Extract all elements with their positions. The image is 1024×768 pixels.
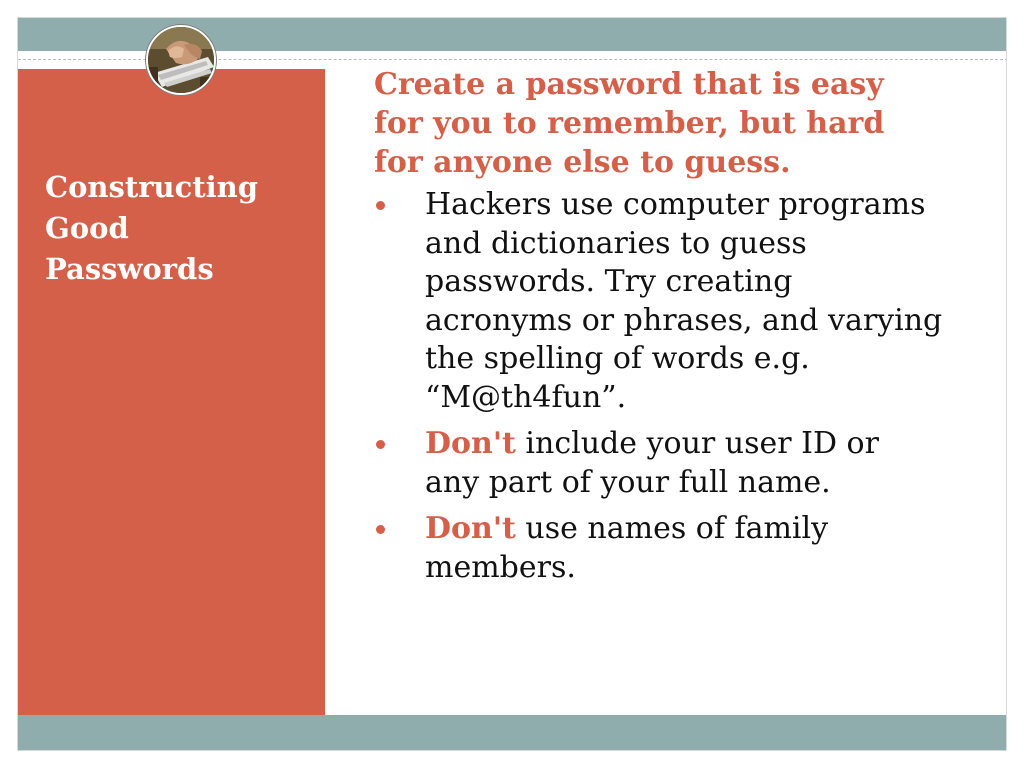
sidebar-title-line: Good [45,211,129,245]
sidebar-title [45,167,315,290]
headline-line: Create a password that is easy [374,67,884,102]
bottom-bar [18,715,1007,750]
headline-line: for you to remember, but hard [374,106,885,141]
bullet-line: any part of your full name. [425,464,831,500]
sidebar-panel [18,69,325,717]
sidebar-title-line: Passwords [45,252,214,286]
sidebar-title-line: Constructing [45,170,259,204]
bullet-line: the spelling of words e.g. [425,341,810,376]
bullet-dot-icon [376,201,385,210]
bullet-emphasis: Don't [425,426,516,461]
bullet-line: Hackers use computer programs [425,187,926,222]
bullet-line: passwords. Try creating [425,264,793,299]
bullet-line: “M@th4fun”. [425,379,627,415]
bullet-line: members. [425,549,576,585]
bullet-text: use names of family [515,511,829,546]
bullet-dot-icon [376,440,385,449]
bullet-line: acronyms or phrases, and varying [425,302,943,338]
bullet-line [425,425,966,464]
slide-content [374,65,966,595]
bullet-item [374,510,966,587]
keyboard-photo-icon [146,25,216,95]
bullet-list [374,186,966,587]
bullet-line: and dictionaries to guess [425,225,807,261]
bullet-dot-icon [376,525,385,534]
bullet-line [425,510,966,549]
bullet-item [374,425,966,502]
bullet-text: include your user ID or [515,426,879,461]
headline [374,65,966,182]
headline-line: for anyone else to guess. [374,145,791,180]
bullet-emphasis: Don't [425,511,516,546]
bullet-item [374,186,966,417]
